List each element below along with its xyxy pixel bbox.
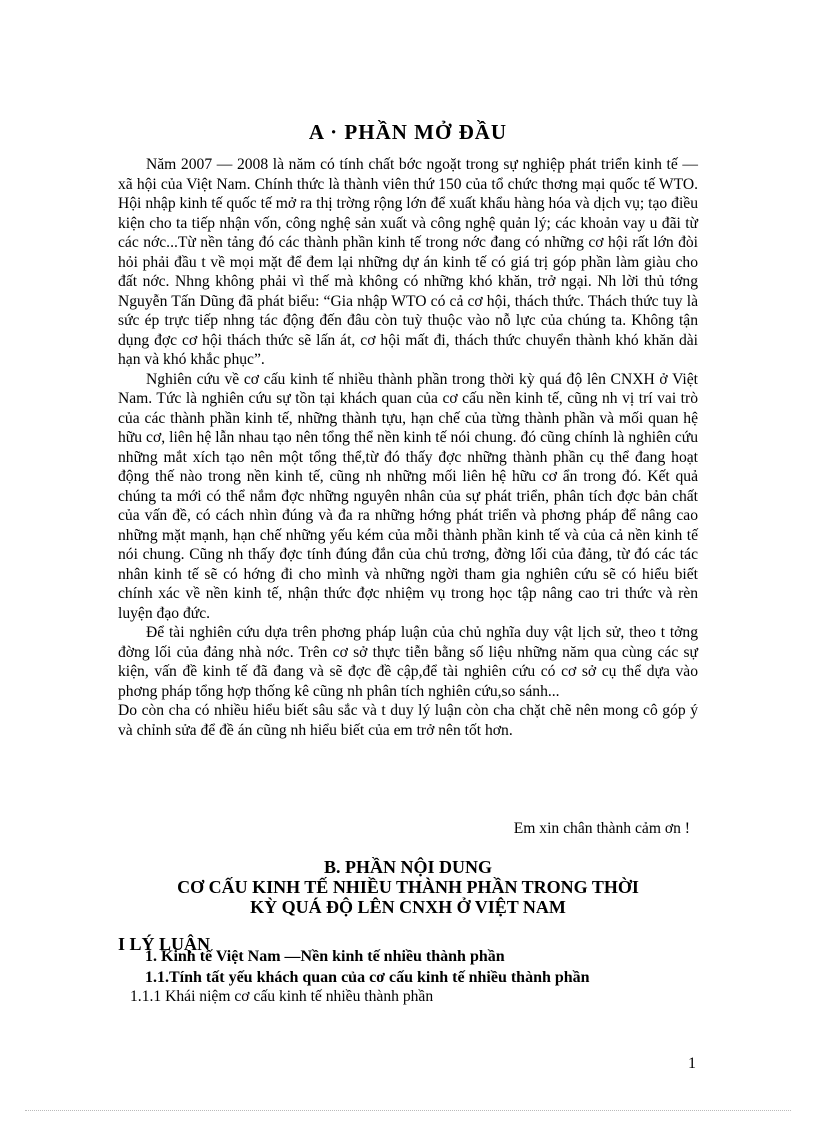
- heading-1: 1. Kinh tế Việt Nam —Nền kinh tế nhiều thành phần: [145, 948, 505, 965]
- intro-body: [118, 155, 698, 740]
- part-b-title: B. PHẦN NỘI DUNG: [323, 857, 492, 877]
- part-b-subtitle-2: KỲ QUÁ ĐỘ LÊN CNXH Ở VIỆT NAM: [250, 897, 566, 917]
- part-b-heading: [0, 857, 816, 917]
- paragraph-method: Để tài nghiên cứu dựa trên phơng pháp luận của chủ nghĩa duy vật lịch sử, theo t tởng đờng lối của đảng nhà nớc. Trên cơ sở thực tiễn bằng số liệu những năm qua cùng các sự kiện, vấn đề kinh tế đã đang và sẽ đợc đề cập,để tài nghiên cứu có cơ sở cụ thể dựa vào phơng pháp tổng hợp thống kê cũng nh phân tích nghiên cứu,so sánh...: [118, 624, 698, 700]
- thanks-line: Em xin chân thành cảm ơn !: [513, 820, 690, 837]
- heading-1-1-1: 1.1.1 Khái niệm cơ cấu kinh tế nhiều thành phần: [130, 988, 434, 1005]
- page-number: 1: [688, 1055, 696, 1072]
- paragraph-request: Do còn cha có nhiều hiểu biết sâu sắc và t duy lý luận còn cha chặt chẽ nên mong cô góp ý và chỉnh sửa để đề án cũng nh hiểu biết của em trở nên tốt hơn.: [118, 702, 698, 739]
- paragraph-wto: Năm 2007 — 2008 là năm có tính chất bớc ngoặt trong sự nghiệp phát triển kinh tế — xã hội của Việt Nam. Chính thức là thành viên thứ 150 của tổ chức thơng mại quốc tế WTO. Hội nhập kinh tế quốc tế mở ra thị trờng rộng lớn để xuất khẩu hàng hóa và dịch vụ; tạo điều kiện cho ta tiếp nhận vốn, công nghệ sản xuất và công nghệ quản lý; các khoản vay u đãi từ các nớc...Từ nền tảng đó các thành phần kinh tế trong nớc đang có những cơ hội rất lớn đòi hỏi phải đầu t về mọi mặt để đem lại những dự án kinh tế có giá trị góp phần làm giàu cho đất nớc. Nhng không phải vì thế mà không có những khó khăn, trở ngại. Nh lời thủ tớng Nguyễn Tấn Dũng đã phát biểu: “Gia nhập WTO có cả cơ hội, thách thức. Thách thức tuy là sức ép trực tiếp nhng tác động đến đâu còn tuỳ thuộc vào nỗ lực của chúng ta. Không tận dụng đợc cơ hội thách thức sẽ lấn át, cơ hội mất đi, thách thức chuyển thành khó khăn dài hạn và khó khắc phục”.: [118, 156, 698, 368]
- part-b-subtitle-1: CƠ CẤU KINH TẾ NHIỀU THÀNH PHẦN TRONG THỜI: [177, 877, 639, 897]
- heading-1-1: 1.1.Tính tất yếu khách quan của cơ cấu kinh tế nhiều thành phần: [145, 969, 590, 986]
- paragraph-research: Nghiên cứu về cơ cấu kinh tế nhiều thành phần trong thời kỳ quá độ lên CNXH ở Việt Nam. Tức là nghiên cứu sự tồn tại khách quan của cơ cấu nền kinh tế, cũng nh vị trí vai trò của các thành phần kinh tế, những thành tựu, hạn chế của từng thành phần và mối quan hệ hữu cơ, liên hệ lẫn nhau tạo nên tổng thể nền kinh tế nói chung. đó cũng chính là nghiên cứu những mắt xích tạo nên một tổng thể,từ đó thấy đợc những thành phần cụ thể đang hoạt động thế nào trong nền kinh tế, cũng nh những mối liên hệ hữu cơ ẩn trong đó. Kết quả chúng ta mới có thể nắm đợc những nguyên nhân của sự phát triển, phân tích đợc bản chất của vấn đề, có cách nhìn đúng và đa ra những hớng phát triển và phơng pháp để nâng cao những mặt mạnh, hạn chế những yếu kém của mỗi thành phần kinh tế và của cả nền kinh tế nói chung. Cũng nh thấy đợc tính đúng đắn của chủ trơng, đờng lối của đảng, từ đó các tác nhân kinh tế sẽ có hớng đi cho mình và những ngời tham gia nghiên cứu sẽ có hiểu biết chính xác về nền kinh tế, nhận thức đợc nhiệm vụ trong học tập nâng cao tri thức và rèn luyện đạo đức.: [118, 370, 698, 622]
- part-a-title: A · PHẦN MỞ ĐẦU: [308, 120, 508, 144]
- page-break-rule: [25, 1110, 791, 1111]
- heading-ly-luan: I LÝ LUẬN: [118, 934, 211, 954]
